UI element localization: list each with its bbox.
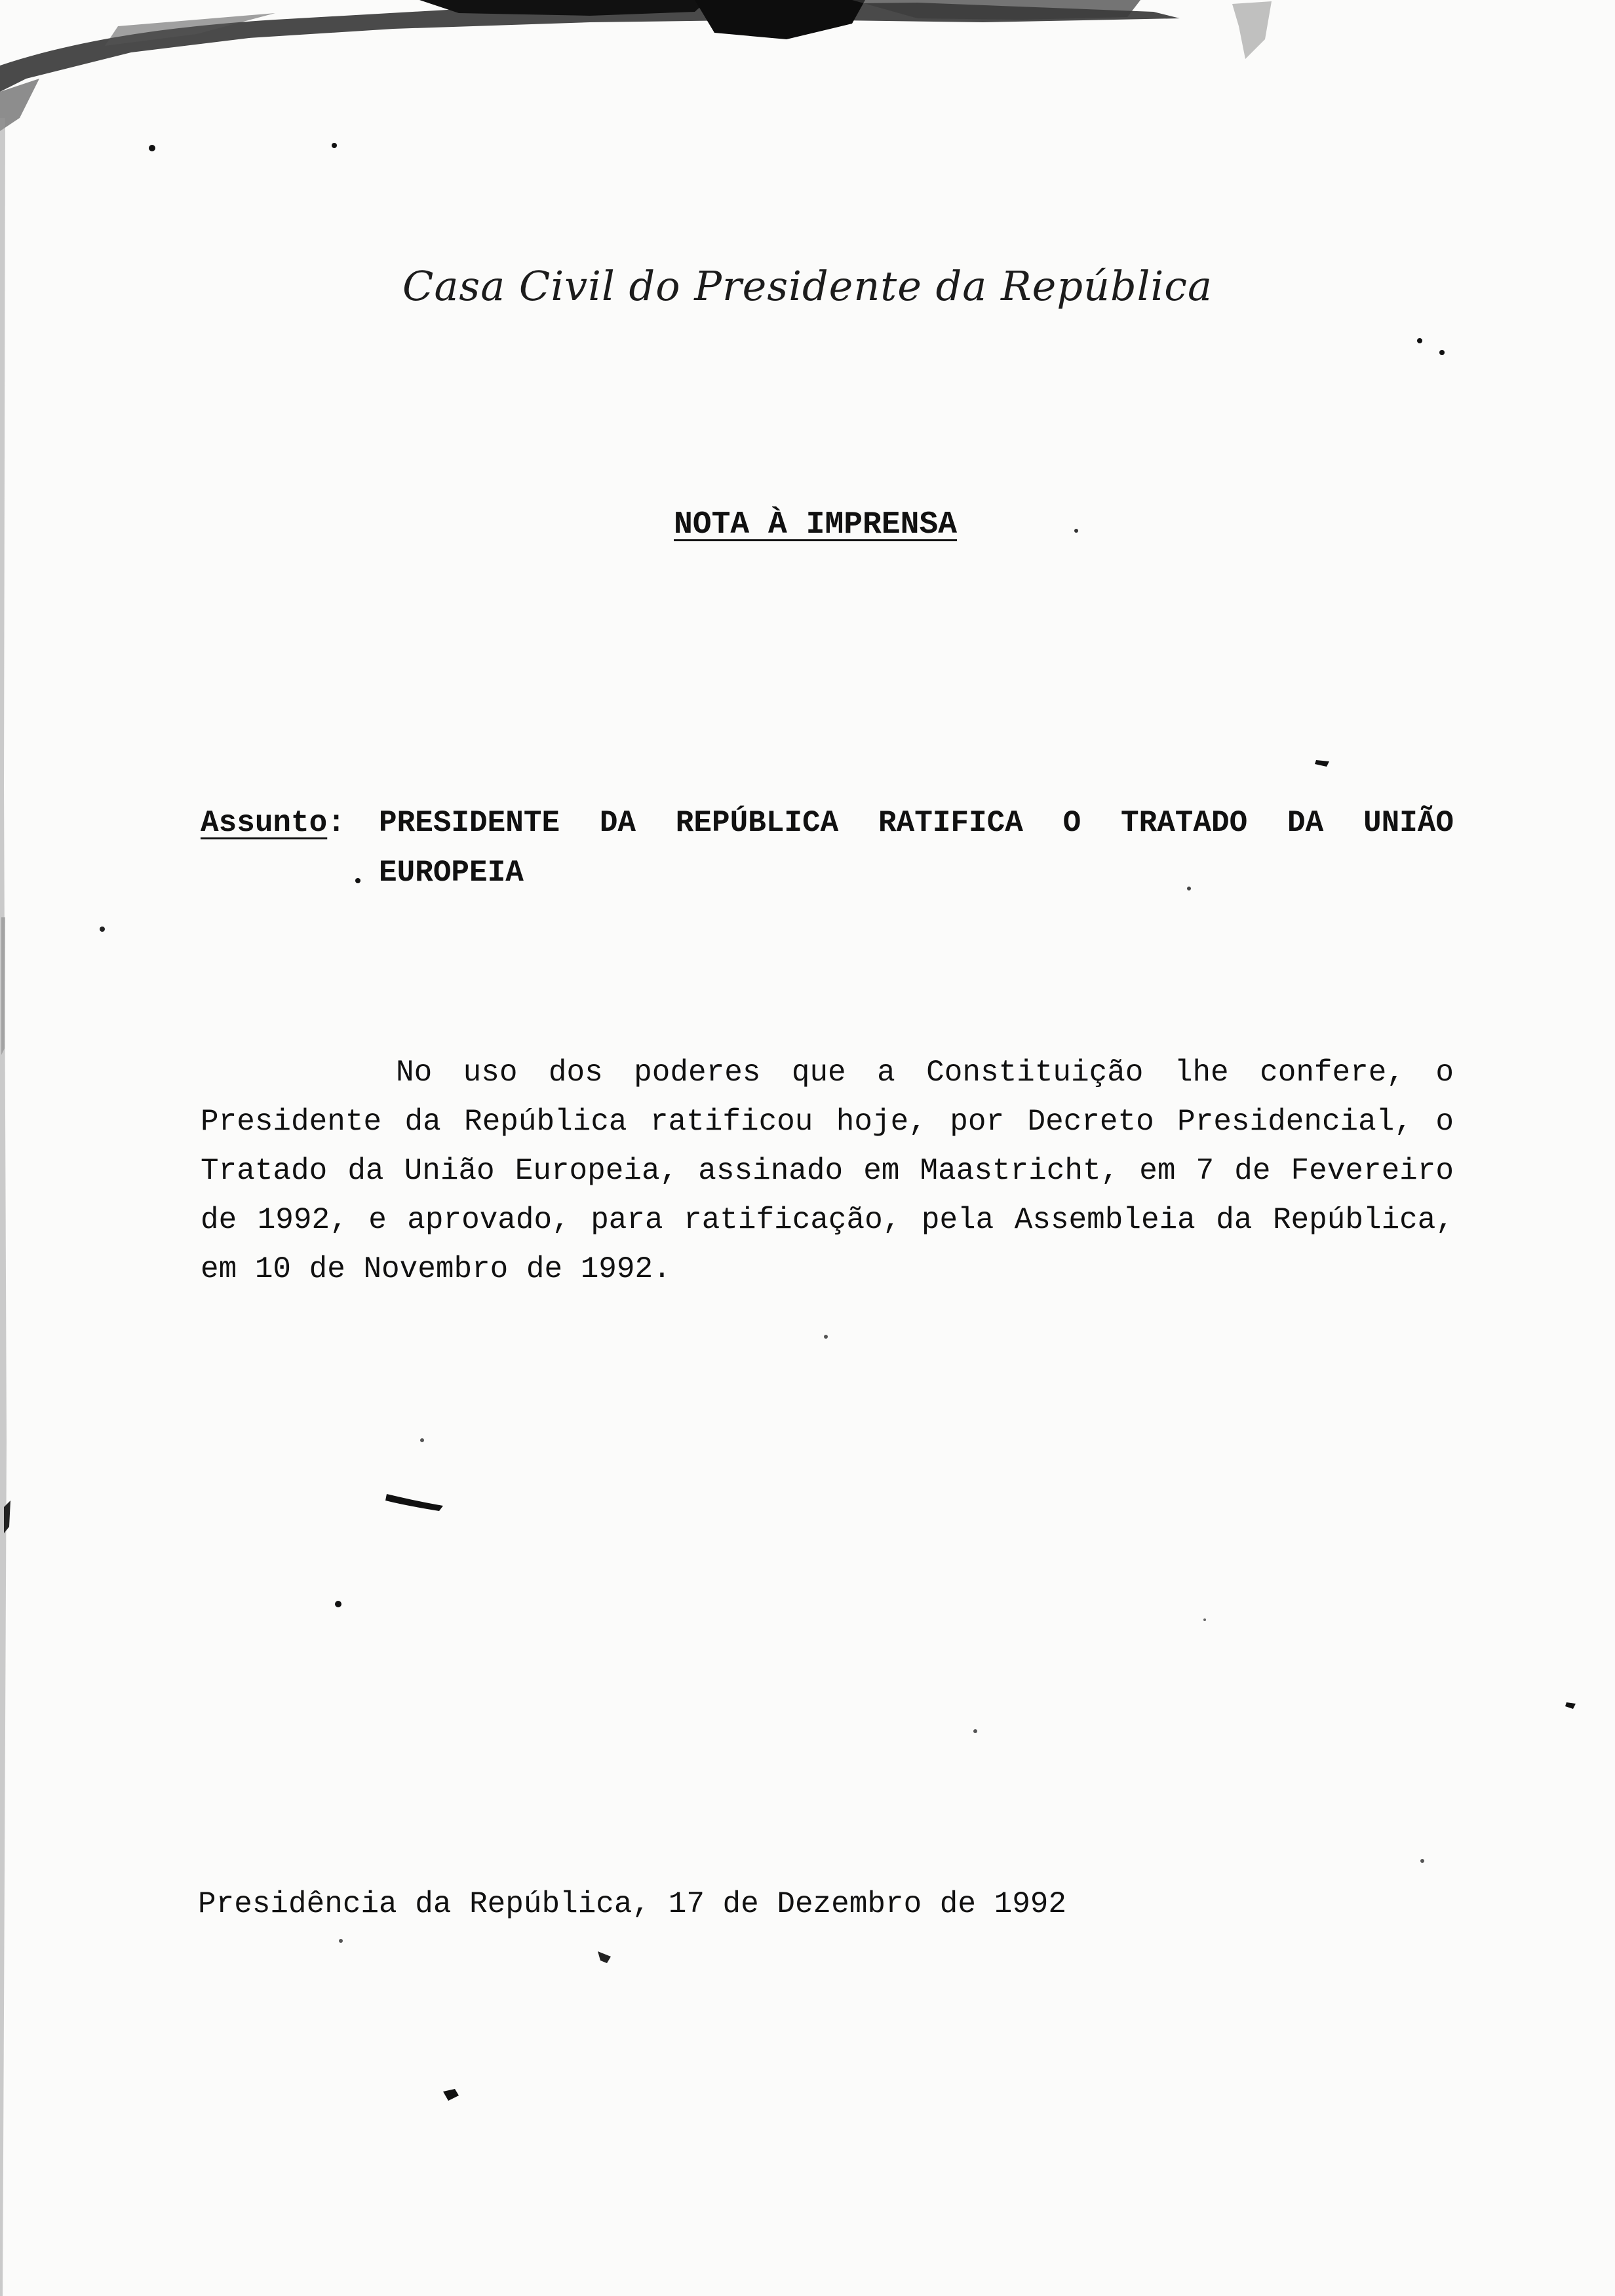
subject-block <box>201 798 1454 898</box>
subject-separator: : <box>327 806 345 840</box>
document-title: NOTA À IMPRENSA <box>674 507 958 543</box>
place-and-date: Presidência da República, 17 de Dezembro de 1992 <box>198 1887 1067 1921</box>
body-paragraph: No uso dos poderes que a Constituição lhe confere, o Presidente da República ratificou hoje, por Decreto Presidencial, o Tratado da União Europeia, assinado em Maastricht, em 7 de Fevereiro de 1992, e aprovado, para ratificação, pela Assembleia da República, em 10 de Novembro de 1992. <box>201 1056 1454 1286</box>
letterhead: Casa Civil do Presidente da República <box>402 262 1213 310</box>
subject-label: Assunto <box>201 806 328 840</box>
subject-text: PRESIDENTE DA REPÚBLICA RATIFICA O TRATADO DA UNIÃO EUROPEIA <box>379 806 1454 890</box>
